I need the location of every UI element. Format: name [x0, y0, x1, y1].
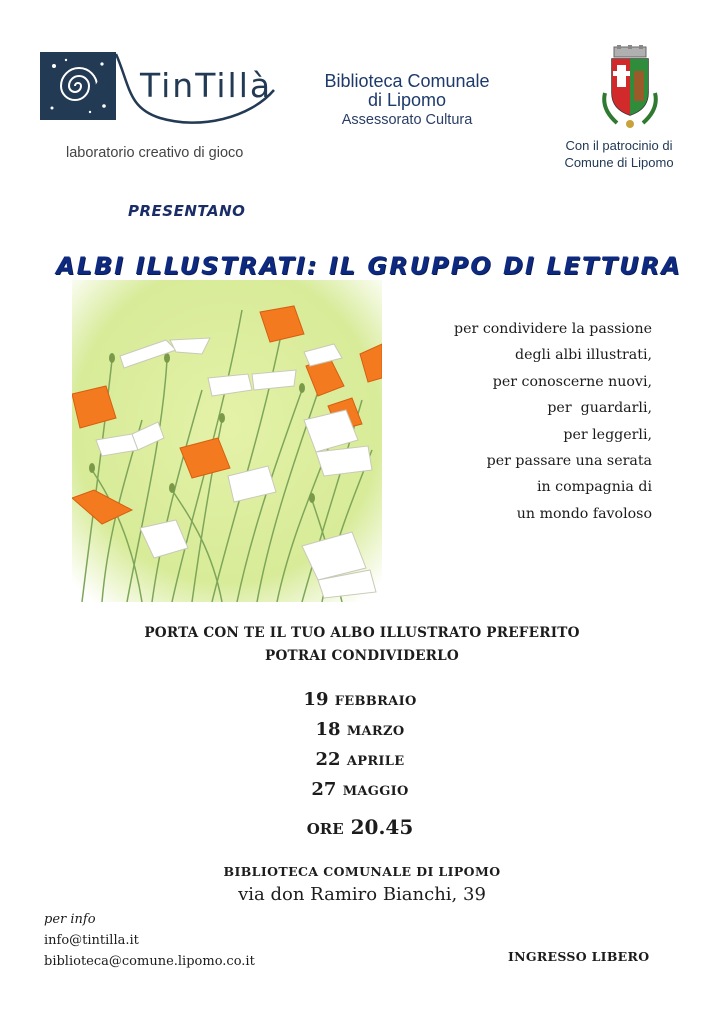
bring-book-line1: PORTA CON TE IL TUO ALBO ILLUSTRATO PREFERITO — [144, 625, 580, 641]
date-month: MAGGIO — [342, 784, 409, 799]
date-item — [200, 686, 520, 716]
tintilla-tagline: laboratorio creativo di gioco — [66, 145, 244, 161]
info-email-library[interactable]: biblioteca@comune.lipomo.co.it — [44, 954, 255, 969]
municipal-crest-icon — [597, 45, 663, 135]
date-day: 27 — [311, 779, 337, 800]
contact-info — [44, 909, 255, 972]
date-month: MARZO — [346, 724, 405, 739]
date-month: FEBBRAIO — [334, 694, 417, 709]
patronage-line2: Comune di Lipomo — [564, 155, 674, 170]
description-line: per leggerli, — [563, 426, 652, 443]
venue-address: via don Ramiro Bianchi, 39 — [238, 884, 486, 905]
bring-book-line2: POTRAI CONDIVIDERLO — [265, 648, 459, 664]
event-title: ALBI ILLUSTRATI: IL GRUPPO DI LETTURA — [56, 252, 682, 280]
description-line: degli albi illustrati, — [515, 347, 652, 364]
date-day: 22 — [315, 749, 341, 770]
date-item — [200, 746, 520, 776]
time-label: ORE — [306, 820, 344, 838]
tintilla-logo-text: TinTillà — [140, 66, 273, 105]
event-description — [400, 316, 652, 527]
info-heading: per info — [44, 912, 96, 927]
library-name-line2: di Lipomo — [367, 90, 447, 110]
event-time — [200, 815, 520, 839]
description-line: per condividere la passione — [454, 321, 652, 337]
patronage-text — [548, 137, 690, 171]
presentano-label: PRESENTANO — [128, 202, 246, 220]
books-meadow-illustration — [72, 270, 382, 602]
description-line: per passare una serata — [486, 453, 652, 470]
bring-book-notice — [40, 622, 684, 668]
venue-name: BIBLIOTECA COMUNALE DI LIPOMO — [223, 864, 501, 879]
description-line: per conoscerne nuovi, — [492, 373, 652, 390]
free-entry-label: INGRESSO LIBERO — [508, 949, 650, 964]
date-item — [200, 776, 520, 806]
date-month: APRILE — [346, 754, 405, 769]
description-line: in compagnia di — [536, 479, 652, 496]
info-email-tintilla[interactable]: info@tintilla.it — [44, 933, 139, 948]
description-line: un mondo favoloso — [516, 505, 652, 522]
patronage-line1: Con il patrocinio di — [565, 138, 673, 153]
library-name-line1: Biblioteca Comunale — [324, 71, 490, 91]
library-header — [300, 72, 514, 130]
date-day: 18 — [315, 719, 341, 740]
date-item — [200, 716, 520, 746]
library-department: Assessorato Cultura — [341, 112, 473, 128]
time-value: 20.45 — [350, 815, 414, 839]
description-line: per guardarli, — [547, 400, 652, 417]
event-dates — [200, 686, 520, 806]
date-day: 19 — [303, 689, 329, 710]
